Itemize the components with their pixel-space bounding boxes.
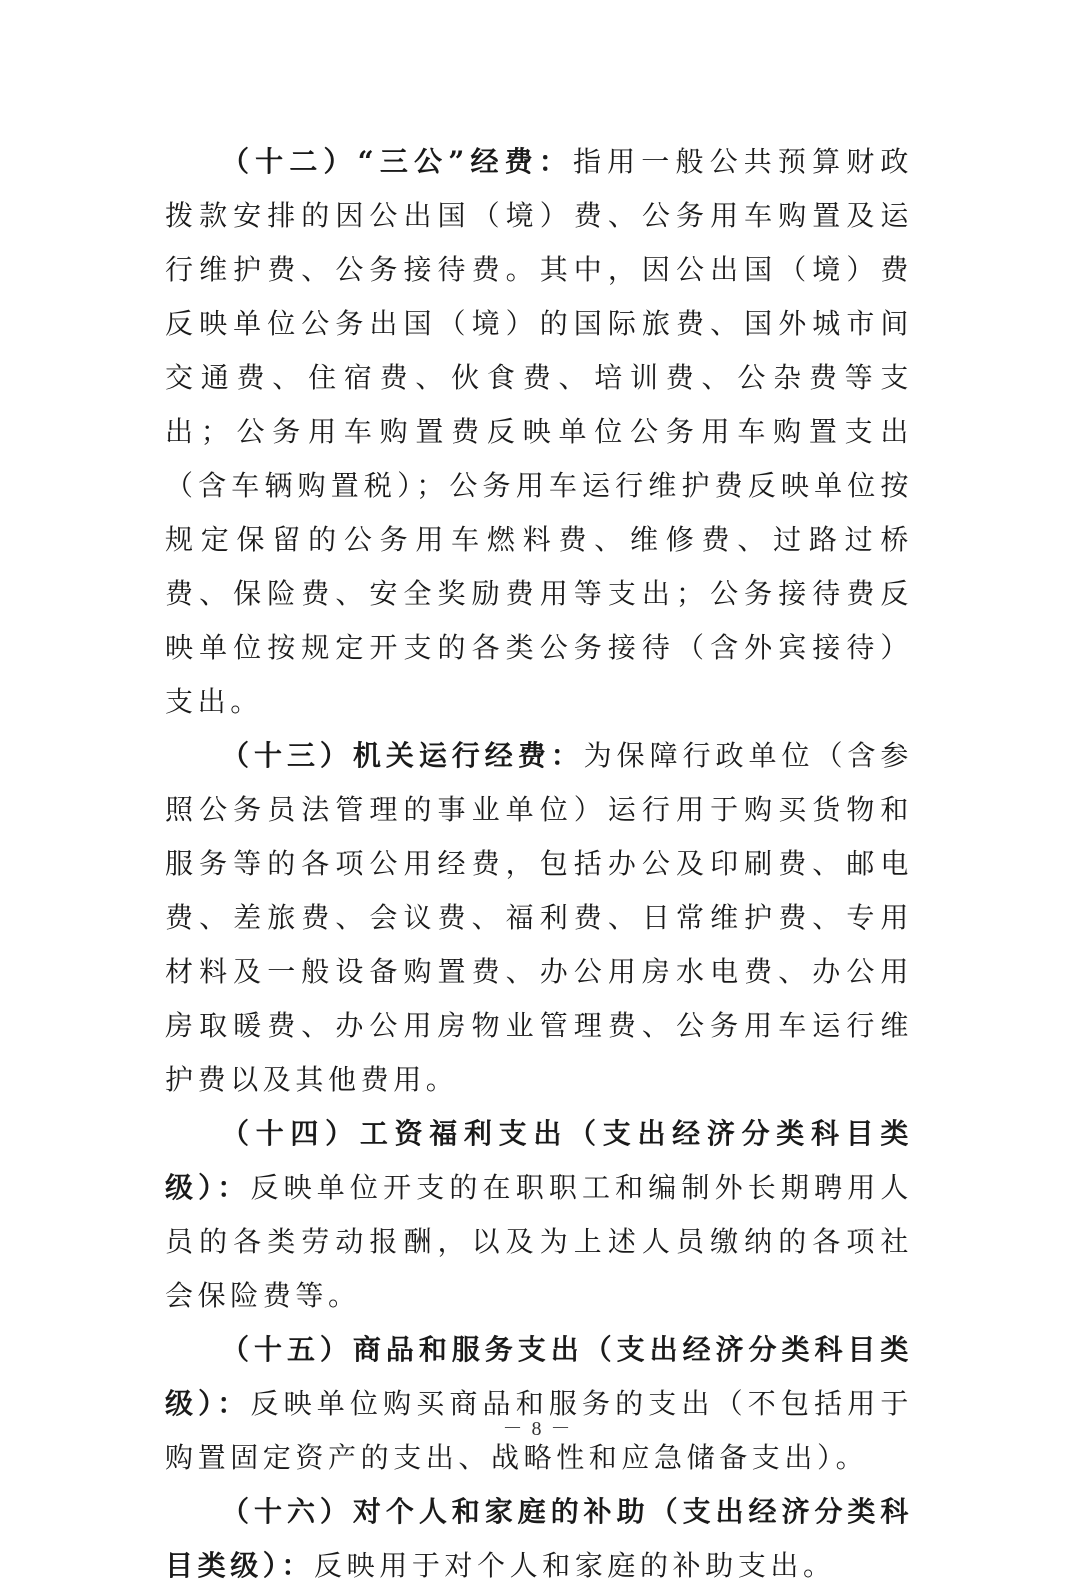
paragraph-heading: （十三）机关运行经费：	[221, 739, 584, 772]
paragraph-heading: （十二）“三公”经费：	[221, 145, 573, 178]
paragraph-heading: （十六）对个人和家庭的补助（支出经济分类科目类级）：	[165, 1495, 913, 1582]
paragraph-text: 反映单位购买商品和服务的支出（不包括用于购置固定资产的支出、战略性和应急储备支出）。	[165, 1387, 913, 1474]
paragraph-santong-funds	[165, 135, 913, 729]
paragraph-heading: （十五）商品和服务支出（支出经济分类科目类级）：	[165, 1333, 913, 1420]
paragraph-wages-welfare	[165, 1107, 913, 1323]
paragraph-text: 反映用于对个人和家庭的补助支出。	[314, 1549, 836, 1582]
paragraph-text: 为保障行政单位（含参照公务员法管理的事业单位）运行用于购买货物和服务等的各项公用经费，包括办公及印刷费、邮电费、差旅费、会议费、福利费、日常维护费、专用材料及一般设备购置费、办公用房水电费、办公用房取暖费、办公用房物业管理费、公务用车运行维护费以及其他费用。	[165, 739, 913, 1096]
paragraph-household-subsidies	[165, 1485, 913, 1593]
document-body	[165, 135, 913, 1593]
page-number: － 8 －	[502, 1418, 573, 1440]
paragraph-heading: （十四）工资福利支出（支出经济分类科目类级）：	[165, 1117, 913, 1204]
paragraph-text: 反映单位开支的在职职工和编制外长期聘用人员的各类劳动报酬，以及为上述人员缴纳的各项社会保险费等。	[165, 1171, 913, 1312]
paragraph-text: 指用一般公共预算财政拨款安排的因公出国（境）费、公务用车购置及运行维护费、公务接待费。其中，因公出国（境）费反映单位公务出国（境）的国际旅费、国外城市间交通费、住宿费、伙食费、培训费、公杂费等支出；公务用车购置费反映单位公务用车购置支出（含车辆购置税）；公务用车运行维护费反映单位按规定保留的公务用车燃料费、维修费、过路过桥费、保险费、安全奖励费用等支出；公务接待费反映单位按规定开支的各类公务接待（含外宾接待）支出。	[165, 145, 913, 718]
paragraph-goods-services	[165, 1323, 913, 1485]
paragraph-agency-operating-funds	[165, 729, 913, 1107]
